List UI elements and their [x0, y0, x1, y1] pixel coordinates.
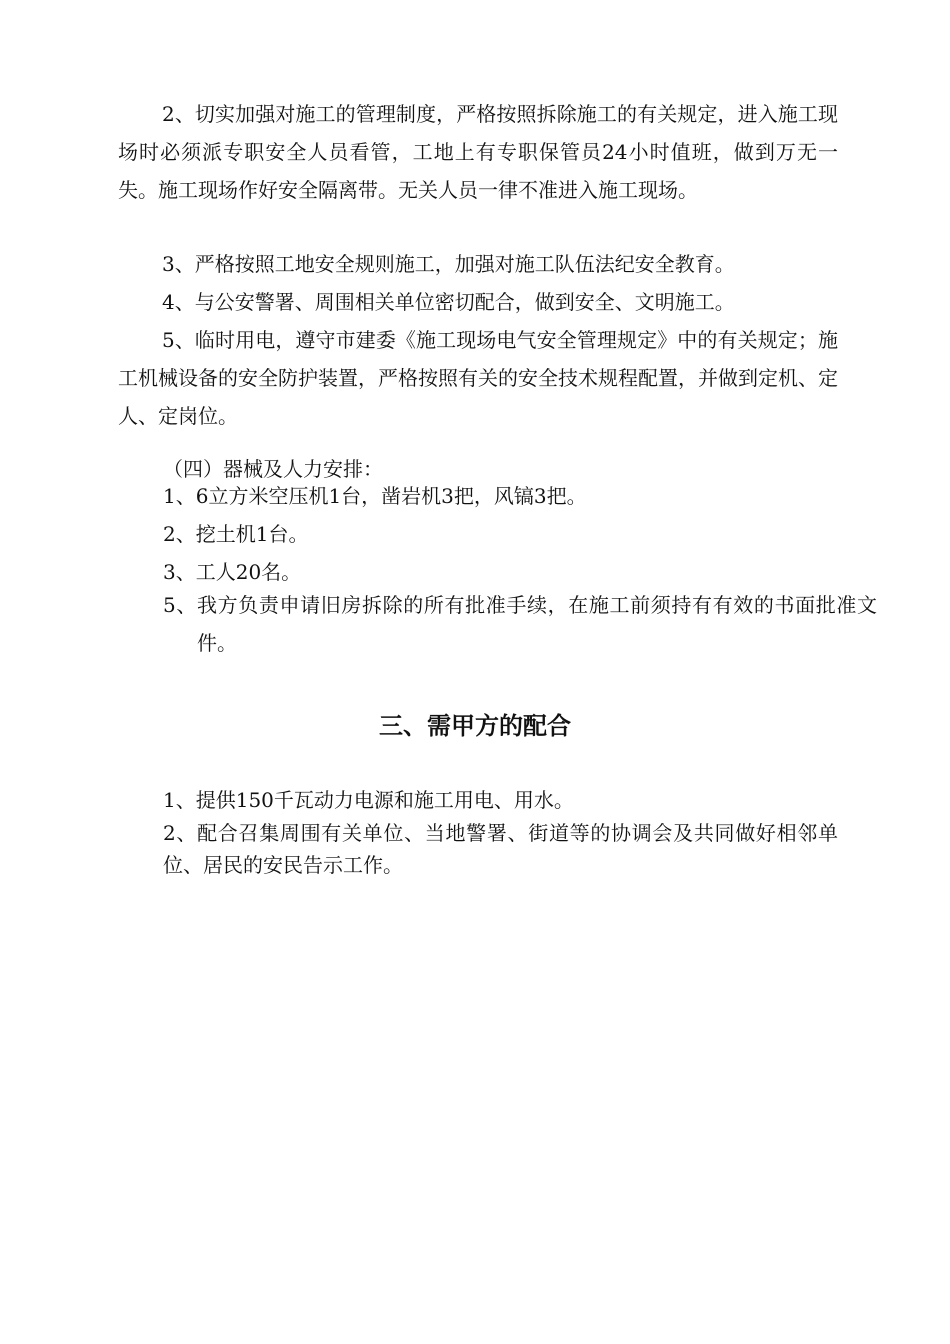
equipment-heading: （四）器械及人力安排：	[163, 457, 383, 481]
equipment-item-1: 1、6立方米空压机1台，凿岩机3把，风镐3把。	[163, 484, 587, 508]
safety-item-2: 2、切实加强对施工的管理制度，严格按照拆除施工的有关规定，进入施工现场时必须派专职安全人员看管，工地上有专职保管员24小时值班，做到万无一失。施工现场作好安全隔离带。无关人员一律不准进入施工现场。	[118, 102, 838, 202]
safety-item-4: 4、与公安警署、周围相关单位密切配合，做到安全、文明施工。	[162, 290, 735, 314]
section-three-title: 三、需甲方的配合	[379, 712, 571, 740]
cooperation-item-1: 1、提供150千瓦动力电源和施工用电、用水。	[163, 788, 574, 812]
equipment-item-5: 5、我方负责申请旧房拆除的所有批准手续，在施工前须持有有效的书面批准文件。	[163, 593, 877, 655]
safety-item-3: 3、严格按照工地安全规则施工，加强对施工队伍法纪安全教育。	[162, 252, 735, 276]
equipment-item-2: 2、挖土机1台。	[163, 522, 309, 546]
safety-item-5: 5、临时用电，遵守市建委《施工现场电气安全管理规定》中的有关规定；施工机械设备的安全防护装置，严格按照有关的安全技术规程配置，并做到定机、定人、定岗位。	[118, 328, 838, 428]
equipment-item-3: 3、工人20名。	[163, 560, 302, 584]
cooperation-item-2: 2、配合召集周围有关单位、当地警署、街道等的协调会及共同做好相邻单位、居民的安民告示工作。	[163, 821, 838, 877]
